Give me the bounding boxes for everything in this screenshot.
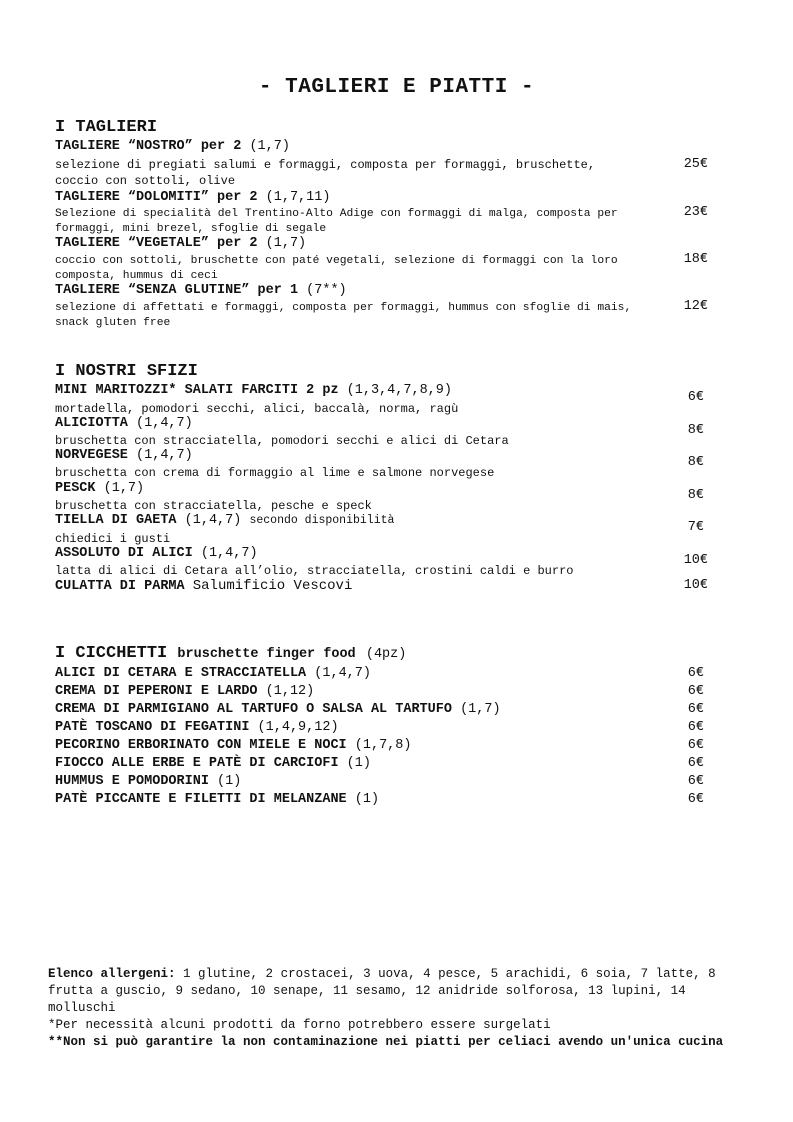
item-availability: secondo disponibilità xyxy=(249,514,395,527)
menu-item-price: 8€ xyxy=(687,423,704,438)
menu-item-name xyxy=(55,448,193,463)
item-title: TAGLIERE “VEGETALE” per 2 xyxy=(55,236,258,251)
menu-item-price: 6€ xyxy=(687,666,704,681)
menu-item-price: 6€ xyxy=(687,756,704,771)
item-title: PATÈ PICCANTE E FILETTI DI MELANZANE xyxy=(55,792,347,807)
cicchetto-item xyxy=(55,738,411,753)
item-allergens: (1,4,7) xyxy=(314,666,371,681)
item-title: TAGLIERE “SENZA GLUTINE” per 1 xyxy=(55,283,299,298)
item-title: TIELLA DI GAETA xyxy=(55,513,177,528)
menu-item-description: bruschetta con stracciatella, pomodori secchi e alici di Cetara xyxy=(55,434,509,448)
menu-item-name xyxy=(55,481,144,496)
item-title: HUMMUS E POMODORINI xyxy=(55,774,209,789)
menu-item-price: 6€ xyxy=(687,774,704,789)
item-allergens: (1,4,7) xyxy=(200,546,258,561)
section-note: (4pz) xyxy=(365,647,407,662)
item-producer: Salumificio Vescovi xyxy=(192,578,353,594)
section-heading-taglieri: I TAGLIERI xyxy=(55,118,158,137)
menu-item-price: 6€ xyxy=(687,684,704,699)
cicchetto-item xyxy=(55,666,371,681)
section-heading-sfizi: I NOSTRI SFIZI xyxy=(55,362,198,381)
item-title: CULATTA DI PARMA xyxy=(55,579,185,594)
item-allergens: (1) xyxy=(354,792,380,807)
cicchetto-item xyxy=(55,756,371,771)
menu-item-price: 6€ xyxy=(687,720,704,735)
page-title: - TAGLIERI E PIATTI - xyxy=(258,76,535,99)
item-allergens: (1,4,7) xyxy=(184,513,242,528)
item-allergens: (1,4,7) xyxy=(136,448,193,463)
menu-item-price: 6€ xyxy=(687,792,704,807)
menu-item-name xyxy=(55,236,306,251)
menu-item-description: latta di alici di Cetara all’olio, stracciatella, crostini caldi e burro xyxy=(55,564,574,578)
menu-item-price: 8€ xyxy=(687,455,704,470)
menu-item-description: chiedici i gusti xyxy=(55,532,171,546)
menu-item-description: selezione di affettati e formaggi, composta per formaggi, hummus con sfoglie di mais, snack gluten free xyxy=(55,302,632,329)
item-allergens: (1,7) xyxy=(460,702,501,717)
cicchetto-item xyxy=(55,720,339,735)
menu-item-name xyxy=(55,513,394,528)
item-allergens: (1,7) xyxy=(103,481,145,496)
menu-item-price: 6€ xyxy=(687,702,704,717)
item-title: PECORINO ERBORINATO CON MIELE E NOCI xyxy=(55,738,347,753)
menu-item-price: 12€ xyxy=(683,299,708,314)
menu-item-description: bruschetta con crema di formaggio al lime e salmone norvegese xyxy=(55,466,495,480)
section-heading-cicchetti xyxy=(55,644,406,663)
cicchetto-item xyxy=(55,684,314,699)
cicchetto-item xyxy=(55,774,241,789)
item-title: ALICIOTTA xyxy=(55,416,128,431)
item-title: ASSOLUTO DI ALICI xyxy=(55,546,193,561)
menu-item-description: coccio con sottoli, bruschette con paté vegetali, selezione di formaggi con la loro composta, hummus di ceci xyxy=(55,255,618,282)
section-subtitle: bruschette finger food xyxy=(177,647,356,662)
item-allergens: (1,7) xyxy=(249,139,290,154)
menu-item-name xyxy=(55,383,452,398)
menu-item-description: bruschetta con stracciatella, pesche e speck xyxy=(55,499,372,513)
item-allergens: (1,12) xyxy=(265,684,315,699)
allergen-legend xyxy=(48,966,753,1017)
menu-item-price: 10€ xyxy=(683,553,708,568)
menu-item-price: 7€ xyxy=(687,520,704,535)
item-title: MINI MARITOZZI* SALATI FARCITI 2 pz xyxy=(55,383,339,398)
menu-item-name xyxy=(55,190,330,205)
celiac-note: **Non si può garantire la non contaminazione nei piatti per celiaci avendo un'unica cucina xyxy=(48,1035,724,1049)
menu-item-name xyxy=(55,139,290,154)
item-allergens: (1,3,4,7,8,9) xyxy=(346,383,452,398)
item-allergens: (1,7) xyxy=(265,236,307,251)
menu-item-price: 18€ xyxy=(683,252,708,267)
item-title: NORVEGESE xyxy=(55,448,128,463)
item-title: CREMA DI PEPERONI E LARDO xyxy=(55,684,258,699)
menu-item-price: 8€ xyxy=(687,488,704,503)
item-allergens: (1,4,7) xyxy=(136,416,193,431)
item-title: PATÈ TOSCANO DI FEGATINI xyxy=(55,720,250,735)
allergen-legend-label: Elenco allergeni: xyxy=(48,967,176,981)
item-allergens: (1,7,11) xyxy=(265,190,331,205)
menu-item-price: 23€ xyxy=(683,205,708,220)
item-title: TAGLIERE “NOSTRO” per 2 xyxy=(55,139,242,154)
item-title: ALICI DI CETARA E STRACCIATELLA xyxy=(55,666,307,681)
menu-item-name xyxy=(55,546,258,561)
item-title: FIOCCO ALLE ERBE E PATÈ DI CARCIOFI xyxy=(55,756,339,771)
frozen-note: *Per necessità alcuni prodotti da forno potrebbero essere surgelati xyxy=(48,1018,551,1032)
item-title: TAGLIERE “DOLOMITI” per 2 xyxy=(55,190,258,205)
menu-item-price: 25€ xyxy=(683,157,708,172)
menu-item-price: 6€ xyxy=(687,390,704,405)
menu-item-description: selezione di pregiati salumi e formaggi, composta per formaggi, bruschette, coccio con sottoli, olive xyxy=(55,158,596,188)
item-allergens: (1,4,9,12) xyxy=(257,720,339,735)
menu-item-price: 6€ xyxy=(687,738,704,753)
item-allergens: (1) xyxy=(217,774,242,789)
menu-item-description: Selezione di specialità del Trentino-Alto Adige con formaggi di malga, composta per formaggi, mini brezel, sfoglie di segale xyxy=(55,208,618,235)
menu-item-name xyxy=(55,416,193,431)
menu-item-name xyxy=(55,578,352,594)
menu-item-price: 10€ xyxy=(683,578,708,593)
menu-item-name xyxy=(55,283,347,298)
cicchetto-item xyxy=(55,792,379,807)
item-allergens: (7**) xyxy=(306,283,347,298)
section-title: I CICCHETTI xyxy=(55,644,168,663)
menu-item-description: mortadella, pomodori secchi, alici, baccalà, norma, ragù xyxy=(55,402,459,416)
cicchetto-item xyxy=(55,702,501,717)
item-title: CREMA DI PARMIGIANO AL TARTUFO O SALSA AL TARTUFO xyxy=(55,702,452,717)
item-allergens: (1) xyxy=(346,756,371,771)
item-title: PESCK xyxy=(55,481,96,496)
item-allergens: (1,7,8) xyxy=(354,738,412,753)
allergen-legend-text: 1 glutine, 2 crostacei, 3 uova, 4 pesce, 5 arachidi, 6 soia, 7 latte, 8 frutta a guscio, 9 sedano, 10 senape, 11 sesamo, 12 anidride solforosa, 13 lupini, 14 molluschi xyxy=(48,967,716,1015)
